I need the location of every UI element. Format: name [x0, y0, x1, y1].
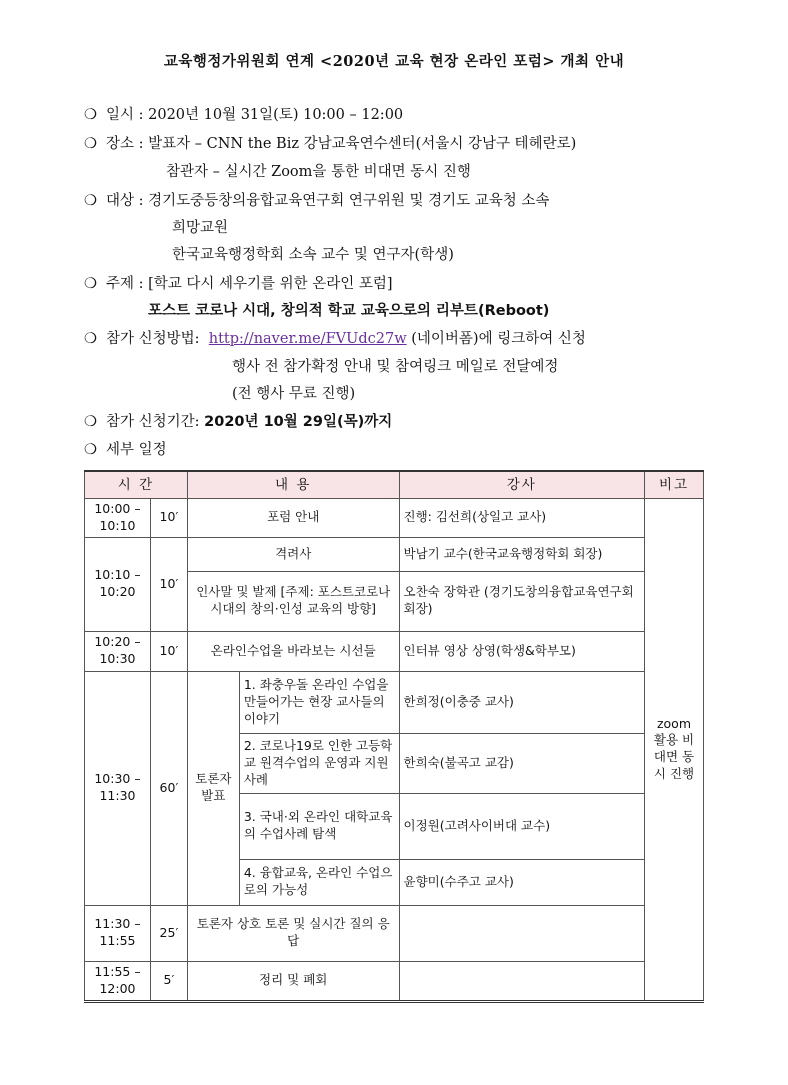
- header-time: 시 간: [85, 471, 188, 499]
- schedule-table: [84, 470, 704, 1003]
- speaker-cell: 윤향미(수주고 교사): [399, 859, 644, 905]
- bullet-icon: ❍: [84, 107, 97, 123]
- page-title: 교육행정가위원회 연계 <2020년 교육 현장 온라인 포럼> 개최 안내: [163, 53, 625, 70]
- speaker-cell: 한희숙(불곡고 교감): [399, 733, 644, 793]
- time-cell: 10:00 – 10:10: [85, 499, 151, 538]
- content-cell: 정리 및 폐회: [187, 961, 399, 1001]
- date-label: 일시: [106, 107, 135, 123]
- table-row: [85, 499, 704, 538]
- bullet-icon: ❍: [84, 414, 97, 430]
- apply-line-2: 행사 전 참가확정 안내 및 참여링크 메일로 전달예정: [232, 359, 559, 375]
- duration-cell: 60′: [150, 671, 187, 905]
- speaker-cell: 인터뷰 영상 상영(학생&학부모): [399, 631, 644, 671]
- info-apply: [84, 327, 586, 348]
- duration-cell: 10′: [150, 537, 187, 631]
- table-header-row: [85, 471, 704, 499]
- info-place: ❍ 장소 : 발표자 – CNN the Biz 강남교육연수센터(서울시 강남구 테헤란로): [84, 136, 577, 152]
- bullet-icon: ❍: [84, 193, 97, 209]
- content-cell: 온라인수업을 바라보는 시선들: [187, 631, 399, 671]
- time-cell: 10:10 – 10:20: [85, 537, 151, 631]
- bullet-icon: ❍: [84, 276, 97, 292]
- speaker-cell: 진행: 김선희(상일고 교사): [399, 499, 644, 538]
- speaker-cell: [399, 905, 644, 961]
- target-line-2: 희망교원: [172, 220, 229, 236]
- content-cell: 토론자 상호 토론 및 실시간 질의 응답: [187, 905, 399, 961]
- content-cell: 3. 국내·외 온라인 대학교육의 수업사례 탐색: [239, 793, 399, 859]
- bullet-icon: ❍: [84, 331, 97, 347]
- header-speaker: 강사: [399, 471, 644, 499]
- header-remark: 비고: [645, 471, 704, 499]
- apply-line-1-rest: (네이버폼)에 링크하여 신청: [411, 331, 586, 347]
- target-label: 대상: [106, 193, 135, 209]
- time-cell: 10:30 – 11:30: [85, 671, 151, 905]
- topic-line-2: 포스트 코로나 시대, 창의적 학교 교육으로의 리부트(Reboot): [148, 303, 550, 319]
- place-label: 장소: [106, 136, 135, 152]
- speaker-cell: 이정원(고려사이버대 교수): [399, 793, 644, 859]
- time-cell: 11:55 – 12:00: [85, 961, 151, 1001]
- content-cell: 4. 융합교육, 온라인 수업으로의 가능성: [239, 859, 399, 905]
- content-cell: 포럼 안내: [187, 499, 399, 538]
- table-row: [85, 905, 704, 961]
- place-attendee: 참관자 – 실시간 Zoom을 통한 비대면 동시 진행: [166, 164, 471, 180]
- bullet-icon: ❍: [84, 136, 97, 152]
- apply-link[interactable]: http://naver.me/FVUdc27w: [208, 331, 407, 347]
- target-line-1: 경기도중등창의융합교육연구회 연구위원 및 경기도 교육청 소속: [148, 193, 550, 209]
- speaker-cell: 박남기 교수(한국교육행정학회 회장): [399, 537, 644, 571]
- time-cell: 10:20 – 10:30: [85, 631, 151, 671]
- content-cell: 인사말 및 발제 [주제: 포스트코로나 시대의 창의·인성 교육의 방향]: [187, 571, 399, 631]
- group-cell: 토론자 발표: [187, 671, 239, 905]
- info-period: [84, 410, 392, 431]
- topic-line-1: [학교 다시 세우기를 위한 온라인 포럼]: [148, 276, 393, 292]
- table-row: [85, 631, 704, 671]
- info-schedule: [84, 438, 167, 459]
- speaker-cell: 오찬숙 장학관 (경기도창의융합교육연구회 회장): [399, 571, 644, 631]
- duration-cell: 10′: [150, 631, 187, 671]
- period-label: 참가 신청기간:: [106, 414, 200, 430]
- content-cell: 1. 좌충우돌 온라인 수업을 만들어가는 현장 교사들의 이야기: [239, 671, 399, 733]
- remark-cell: zoom 활용 비대면 동시 진행: [645, 499, 704, 1002]
- target-line-3: 한국교육행정학회 소속 교수 및 연구자(학생): [172, 247, 454, 263]
- topic-label: 주제: [106, 276, 135, 292]
- table-row: [85, 961, 704, 1001]
- bullet-icon: ❍: [84, 442, 97, 458]
- table-row: [85, 671, 704, 733]
- table-row: [85, 537, 704, 571]
- content-cell: 2. 코로나19로 인한 고등학교 원격수업의 운영과 지원사례: [239, 733, 399, 793]
- apply-label: 참가 신청방법:: [106, 331, 200, 347]
- content-cell: 격려사: [187, 537, 399, 571]
- duration-cell: 5′: [150, 961, 187, 1001]
- info-topic: ❍ 주제 : [학교 다시 세우기를 위한 온라인 포럼]: [84, 276, 393, 292]
- duration-cell: 25′: [150, 905, 187, 961]
- header-content: 내 용: [187, 471, 399, 499]
- info-target: ❍ 대상 : 경기도중등창의융합교육연구회 연구위원 및 경기도 교육청 소속: [84, 193, 550, 209]
- period-value: 2020년 10월 29일(목)까지: [204, 414, 393, 430]
- speaker-cell: 한희정(이충중 교사): [399, 671, 644, 733]
- duration-cell: 10′: [150, 499, 187, 538]
- place-presenter: 발표자 – CNN the Biz 강남교육연수센터(서울시 강남구 테헤란로): [148, 136, 577, 152]
- info-date: ❍ 일시 : 2020년 10월 31일(토) 10:00 – 12:00: [84, 107, 404, 123]
- speaker-cell: [399, 961, 644, 1001]
- date-value: 2020년 10월 31일(토) 10:00 – 12:00: [148, 107, 404, 123]
- time-cell: 11:30 – 11:55: [85, 905, 151, 961]
- apply-line-3: (전 행사 무료 진행): [232, 386, 356, 402]
- schedule-label: 세부 일정: [106, 442, 167, 458]
